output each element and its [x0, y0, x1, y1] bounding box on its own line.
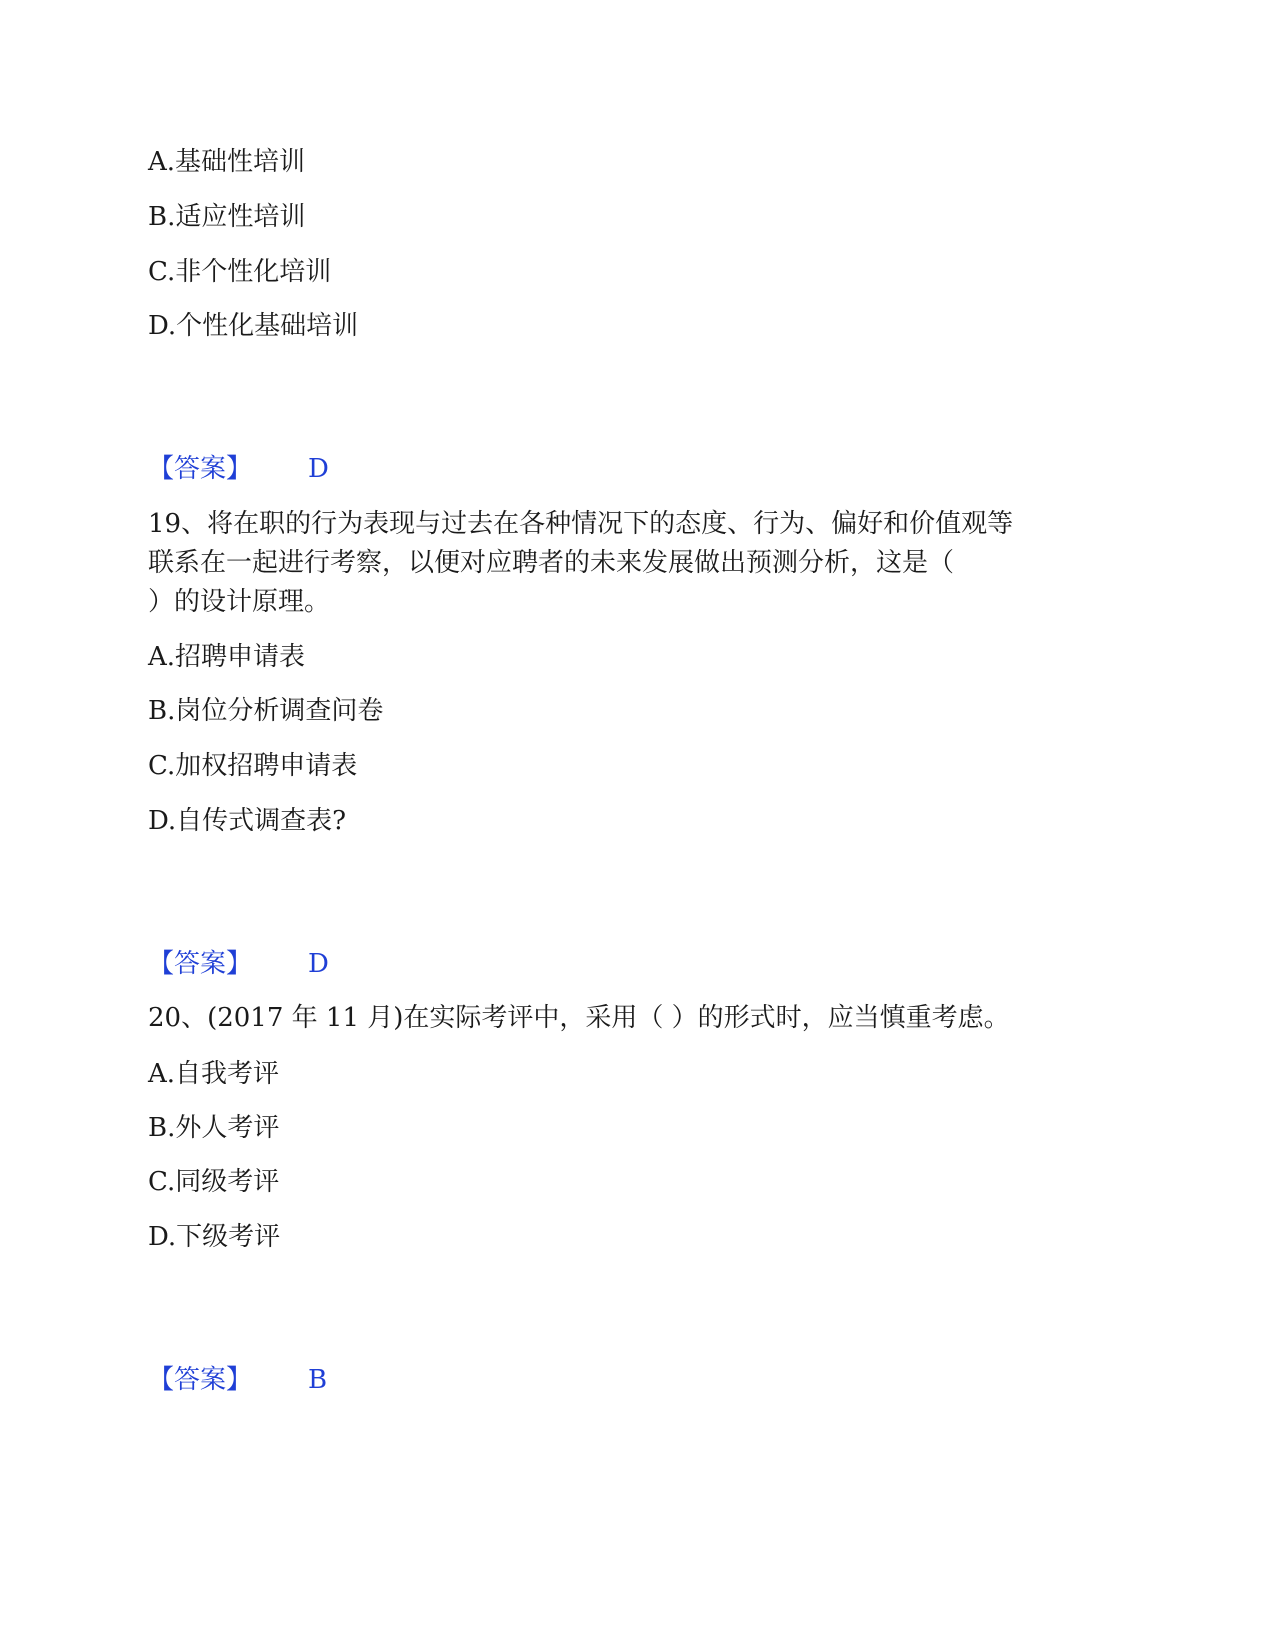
q19-option-c: C.加权招聘申请表	[148, 751, 358, 781]
answer-label: 【答案】	[148, 949, 253, 979]
q20-option-d: D.下级考评	[148, 1222, 281, 1252]
q19-stem-line-2: 联系在一起进行考察，以便对应聘者的未来发展做出预测分析，这是（	[148, 548, 955, 578]
q20-stem-line-1: 20、(2017 年 11 月)在实际考评中，采用（ ）的形式时，应当慎重考虑。	[148, 1003, 1010, 1033]
q18-option-c: C.非个性化培训	[148, 257, 332, 287]
answer-value: D	[308, 454, 329, 484]
answer-label: 【答案】	[148, 1365, 253, 1395]
q19-stem-line-1: 19、将在职的行为表现与过去在各种情况下的态度、行为、偏好和价值观等	[148, 509, 1014, 539]
q20-option-c: C.同级考评	[148, 1167, 280, 1197]
q19-stem-line-3: ）的设计原理。	[148, 587, 331, 617]
q19-option-d: D.自传式调查表?	[148, 806, 347, 836]
q19-option-b: B.岗位分析调查问卷	[148, 696, 384, 726]
q19-answer-row	[148, 947, 329, 981]
q20-option-b: B.外人考评	[148, 1113, 280, 1143]
q18-option-b: B.适应性培训	[148, 202, 306, 232]
q18-option-a: A.基础性培训	[148, 147, 306, 177]
q19-option-a: A.招聘申请表	[148, 642, 306, 672]
answer-label: 【答案】	[148, 454, 253, 484]
answer-value: D	[308, 949, 329, 979]
q20-answer-row	[148, 1363, 328, 1397]
q20-option-a: A.自我考评	[148, 1059, 280, 1089]
q18-option-d: D.个性化基础培训	[148, 311, 359, 341]
q18-answer-row	[148, 452, 329, 486]
answer-value: B	[308, 1365, 328, 1395]
